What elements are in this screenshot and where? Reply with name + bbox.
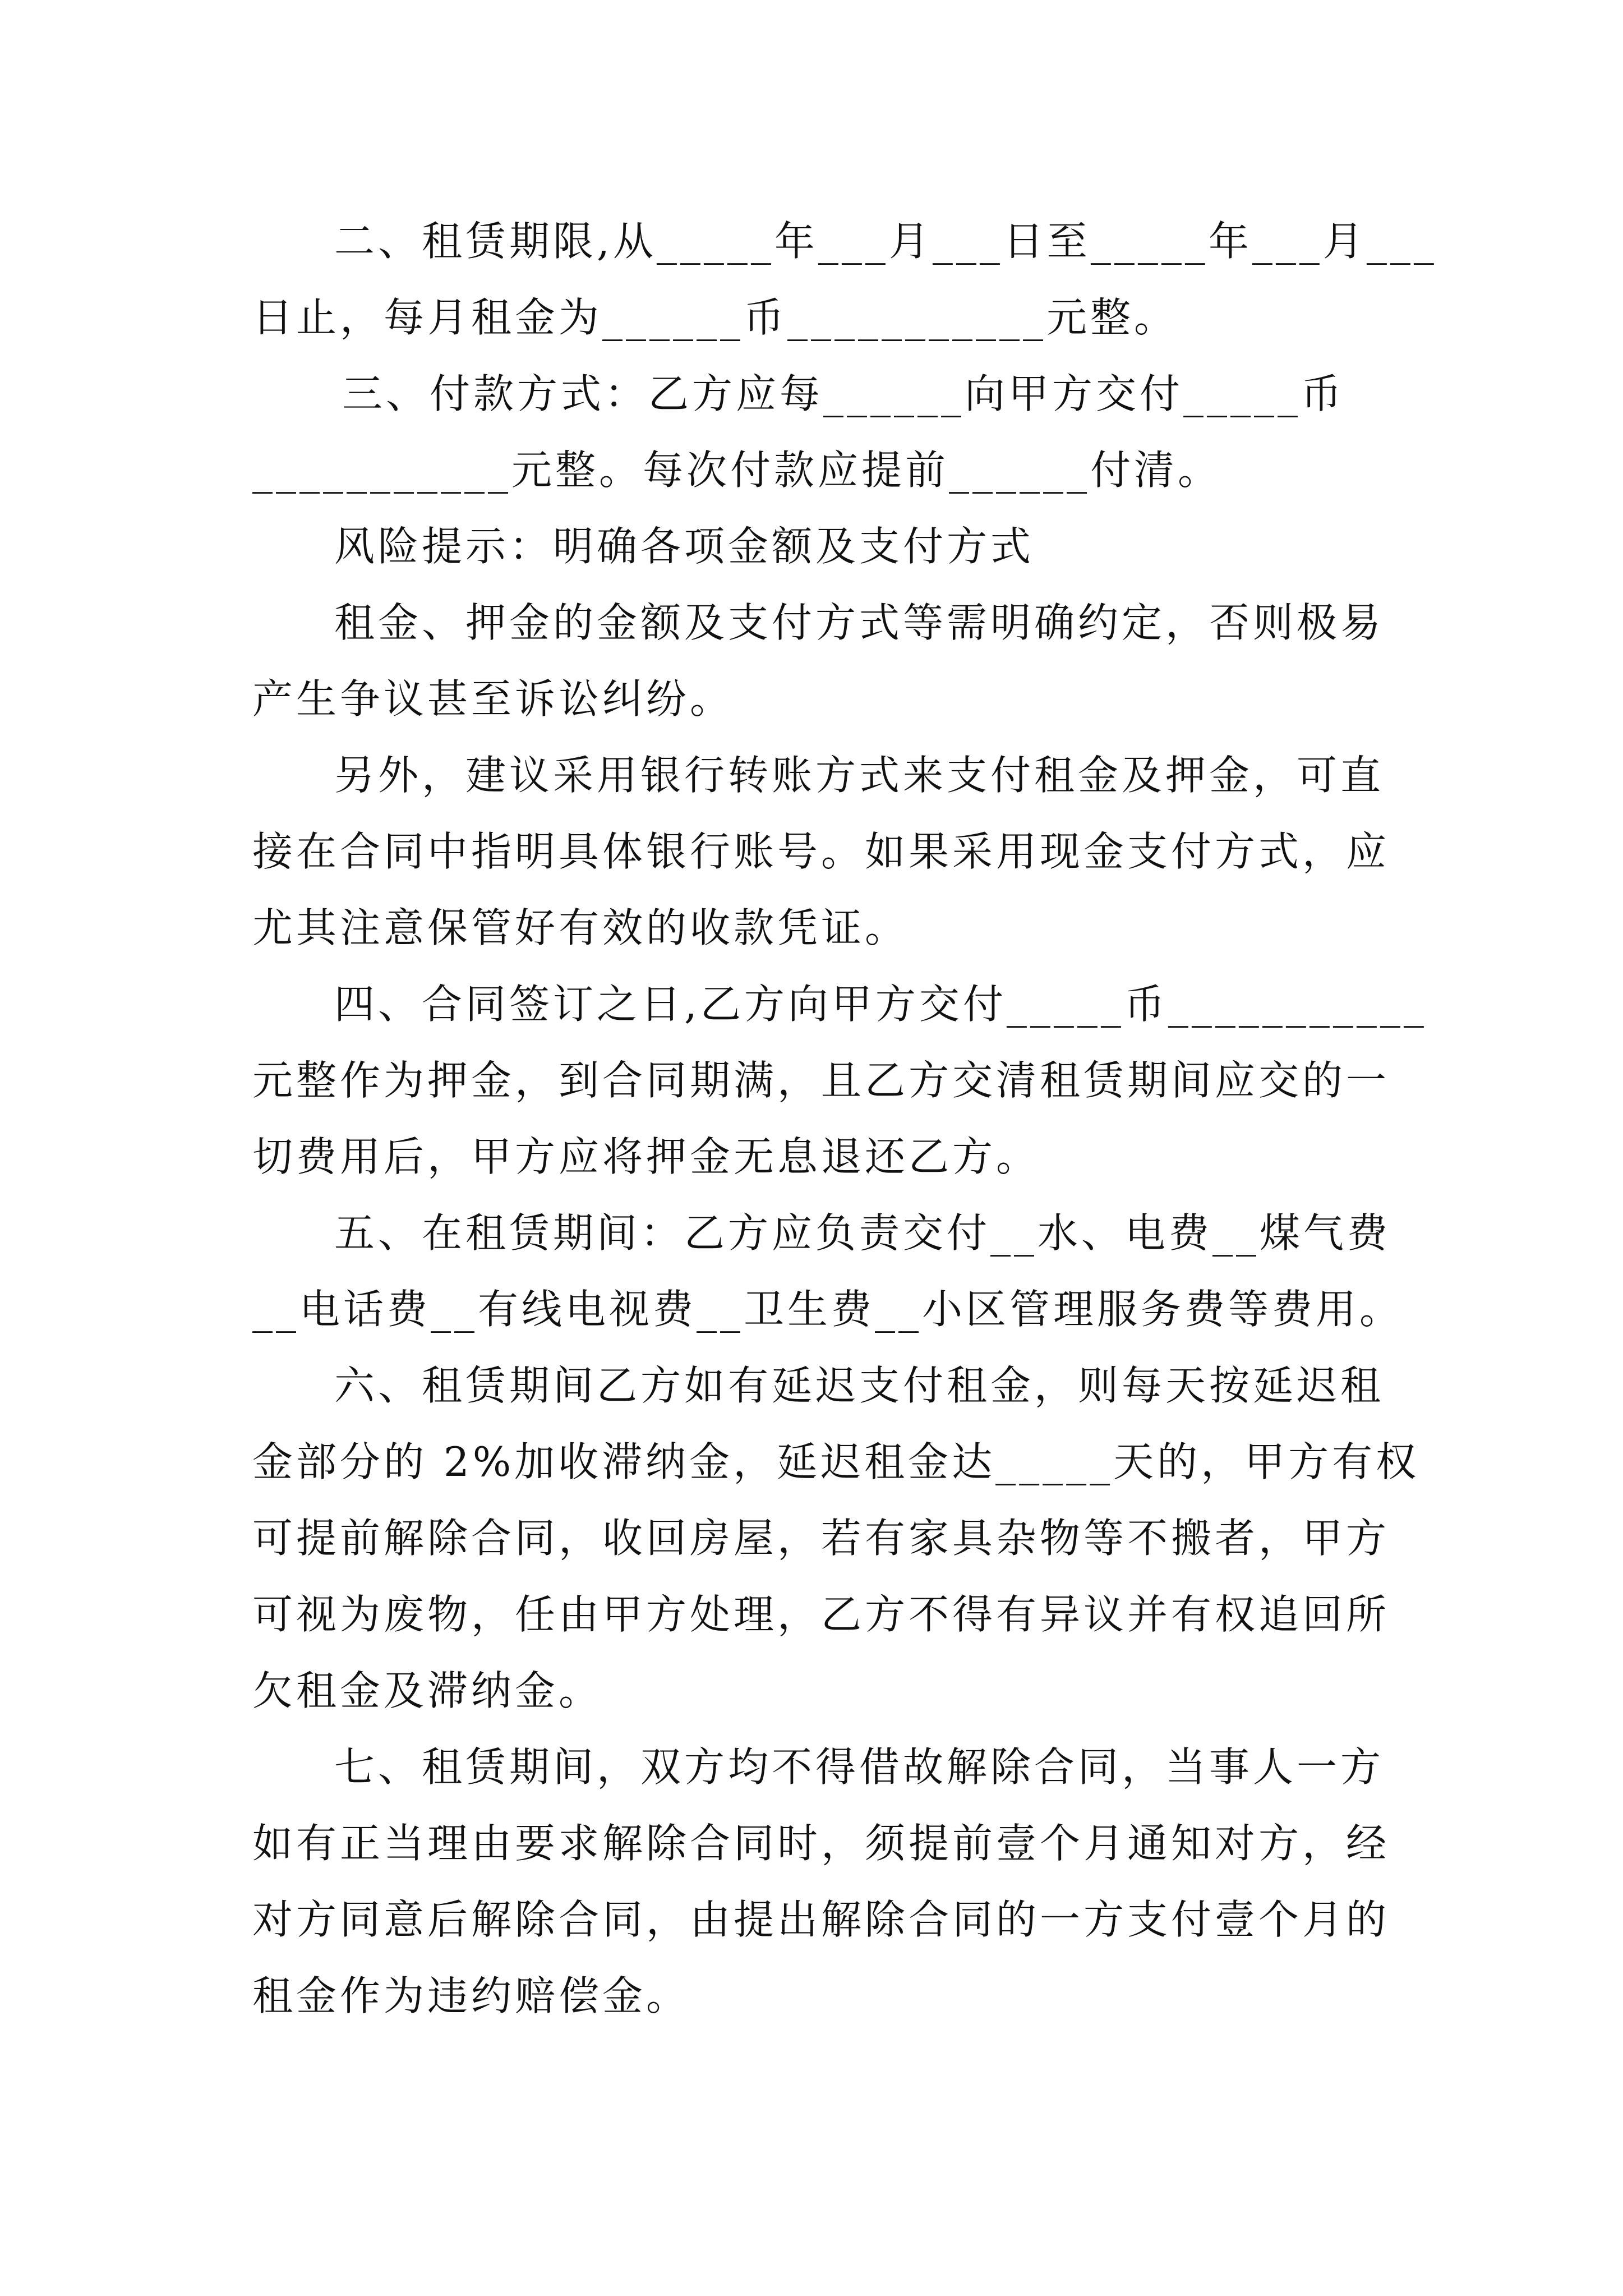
clause-5-line-2: __电话费__有线电视费__卫生费__小区管理服务费等费用。 xyxy=(252,1286,1404,1333)
clause-6-line-1: 六、租赁期间乙方如有延迟支付租金，则每天按延迟租 xyxy=(334,1362,1385,1409)
clause-5-line-1: 五、在租赁期间：乙方应负责交付__水、电费__煤气费 xyxy=(334,1209,1391,1257)
clause-3-line-2: ___________元整。每次付款应提前______付清。 xyxy=(252,447,1222,494)
clause-2-line-2: 日止，每月租金为______币___________元整。 xyxy=(252,294,1178,341)
advice-line-3: 尤其注意保管好有效的收款凭证。 xyxy=(252,904,909,951)
clause-7-line-2: 如有正当理由要求解除合同时，须提前壹个月通知对方，经 xyxy=(252,1820,1390,1867)
risk-tip-heading: 风险提示：明确各项金额及支付方式 xyxy=(334,523,1035,570)
clause-4-line-3: 切费用后，甲方应将押金无息退还乙方。 xyxy=(252,1133,1040,1180)
clause-7-line-1: 七、租赁期间，双方均不得借故解除合同，当事人一方 xyxy=(334,1743,1385,1791)
clause-7-line-3: 对方同意后解除合同，由提出解除合同的一方支付壹个月的 xyxy=(252,1896,1390,1943)
clause-2-line-1: 二、租赁期限,从_____年___月___日至_____年___月___ xyxy=(334,218,1437,265)
clause-4-line-1: 四、合同签订之日,乙方向甲方交付_____币___________ xyxy=(334,981,1427,1028)
advice-line-1: 另外，建议采用银行转账方式来支付租金及押金，可直 xyxy=(334,752,1385,799)
clause-6-line-4: 可视为废物，任由甲方处理，乙方不得有异议并有权追回所 xyxy=(252,1591,1390,1638)
clause-6-line-3: 可提前解除合同，收回房屋，若有家具杂物等不搬者，甲方 xyxy=(252,1515,1390,1562)
risk-tip-line-1: 租金、押金的金额及支付方式等需明确约定，否则极易 xyxy=(334,599,1385,646)
clause-3-line-1: 三、付款方式：乙方应每______向甲方交付_____币 xyxy=(342,370,1345,417)
clause-6-line-5: 欠租金及滞纳金。 xyxy=(252,1667,603,1714)
risk-tip-line-2: 产生争议甚至诉讼纠纷。 xyxy=(252,675,734,723)
clause-7-line-4: 租金作为违约赔偿金。 xyxy=(252,1972,690,2019)
clause-6-line-2: 金部分的 2%加收滞纳金，延迟租金达_____天的，甲方有权 xyxy=(252,1438,1420,1485)
clause-4-line-2: 元整作为押金，到合同期满，且乙方交清租赁期间应交的一 xyxy=(252,1057,1390,1104)
advice-line-2: 接在合同中指明具体银行账号。如果采用现金支付方式，应 xyxy=(252,828,1390,875)
